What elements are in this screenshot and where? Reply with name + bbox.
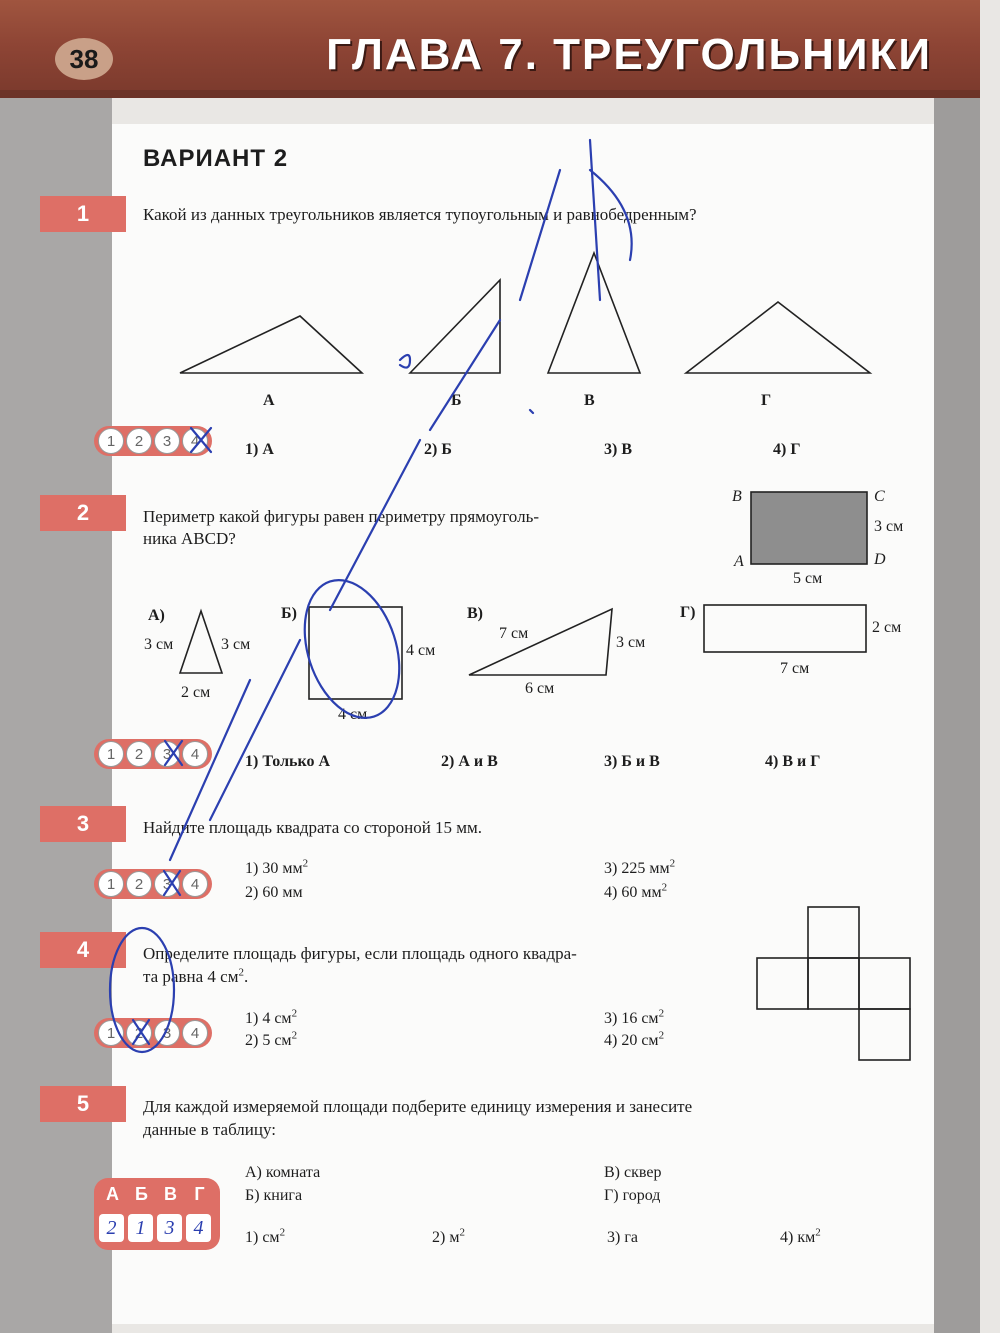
q2-cross-mark: [165, 741, 182, 765]
question-2-text-line1: Периметр какой фигуры равен периметру прямоуголь-: [143, 507, 539, 526]
table-answer-b[interactable]: 1: [128, 1214, 153, 1242]
q4-cross-mark: [133, 1020, 149, 1044]
fig-g-label: Г): [680, 604, 696, 621]
q4-choice-2: 2) 5 $см^2$: [245, 1029, 298, 1049]
chapter-title: ГЛАВА 7. ТРЕУГОЛЬНИКИ: [326, 30, 932, 79]
q1-choice-4: 4) Г: [773, 441, 801, 458]
question-2-text-line2: ника ABCD?: [143, 529, 236, 548]
question-4-text-line1: Определите площадь фигуры, если площадь одного квадра-: [143, 944, 577, 963]
table-head-g: Г: [194, 1184, 205, 1204]
fig-b-right-length: 4 см: [406, 642, 436, 659]
q2-choice-1: 1) Только А: [245, 753, 331, 770]
triangle-b-label: Б: [451, 392, 462, 409]
q5-unit-3: 3) га: [607, 1229, 638, 1246]
bubble-1[interactable]: 1: [98, 428, 124, 454]
table-answer-v[interactable]: 3: [157, 1214, 182, 1242]
triangle-v-label: В: [584, 392, 595, 409]
q5-item-a: А) комната: [245, 1164, 321, 1181]
bubble-4[interactable]: 4: [182, 428, 208, 454]
rect-side-length: 3 см: [874, 518, 904, 535]
q3-cross-mark: [164, 871, 180, 895]
table-head-v: В: [164, 1184, 177, 1204]
q2-answer-circle: [288, 568, 416, 730]
bubble-3[interactable]: 3: [154, 1020, 180, 1046]
triangle-a-label: А: [263, 392, 275, 409]
question-1-text: Какой из данных треугольников является тупоугольным и равнобедренным?: [143, 205, 697, 224]
question-3-text: Найдите площадь квадрата со стороной 15 мм.: [143, 818, 483, 837]
rect-bottom-length: 5 см: [793, 570, 823, 587]
q5-unit-1: 1) $см^2$: [245, 1226, 286, 1246]
bubble-2[interactable]: 2: [126, 871, 152, 897]
question-4-number: 4: [40, 932, 126, 968]
q1-cross-mark: [191, 428, 211, 452]
bubble-4[interactable]: 4: [182, 1020, 208, 1046]
q3-choice-2: 2) 60 мм: [245, 884, 303, 901]
question-4-text-line2: та равна 4 $см^2$.: [143, 966, 249, 986]
question-5-text-line1: Для каждой измеряемой площади подберите единицу измерения и занесите: [143, 1097, 693, 1116]
fig-g-bottom-length: 7 см: [780, 660, 810, 677]
bubble-3[interactable]: 3: [154, 871, 180, 897]
q5-unit-2: 2) $м^2$: [432, 1226, 465, 1246]
bubble-1[interactable]: 1: [98, 741, 124, 767]
fig-a-bottom-length: 2 см: [181, 684, 211, 701]
q5-item-g: Г) город: [604, 1187, 661, 1204]
fig-a-label: А): [148, 607, 165, 624]
rect-label-b: B: [732, 488, 742, 505]
q1-choice-1: 1) А: [245, 441, 274, 458]
fig-v-hyp-length: 7 см: [499, 625, 529, 642]
q3-choice-4: 4) 60 $мм^2$: [604, 881, 668, 901]
question-5-text-line2: данные в таблицу:: [143, 1120, 276, 1139]
q5-item-b: Б) книга: [245, 1187, 303, 1204]
margin-scribble: [170, 140, 632, 860]
fig-b-bottom-length: 4 см: [338, 706, 368, 723]
q4-choice-1: 1) 4 $см^2$: [245, 1007, 298, 1027]
variant-title: ВАРИАНТ 2: [143, 145, 289, 172]
bubble-4[interactable]: 4: [182, 871, 208, 897]
q3-choice-3: 3) 225 $мм^2$: [604, 857, 676, 877]
table-head-b: Б: [135, 1184, 148, 1204]
q1-choice-2: 2) Б: [424, 441, 452, 458]
question-5-number: 5: [40, 1086, 126, 1122]
fig-v-right-length: 3 см: [616, 634, 646, 651]
q5-item-v: В) сквер: [604, 1164, 662, 1181]
bubble-1[interactable]: 1: [98, 871, 124, 897]
fig-a-left-length: 3 см: [144, 636, 174, 653]
question-2-number: 2: [40, 495, 126, 531]
q3-choice-1: 1) 30 $мм^2$: [245, 857, 309, 877]
question-3-number: 3: [40, 806, 126, 842]
q1-choice-3: 3) В: [604, 441, 632, 458]
table-head-a: А: [106, 1184, 119, 1204]
bubble-2[interactable]: 2: [126, 1020, 152, 1046]
fig-v-bottom-length: 6 см: [525, 680, 555, 697]
page-number: 38: [55, 38, 113, 80]
triangle-g-label: Г: [761, 392, 772, 409]
q2-choice-3: 3) Б и В: [604, 753, 660, 770]
bubble-2[interactable]: 2: [126, 741, 152, 767]
table-answer-a[interactable]: 2: [99, 1214, 124, 1242]
fig-b-label: Б): [281, 605, 297, 622]
table-answer-g[interactable]: 4: [186, 1214, 211, 1242]
rect-label-c: C: [874, 488, 885, 505]
bubble-3[interactable]: 3: [154, 741, 180, 767]
fig-v-label: В): [467, 605, 483, 622]
q2-choice-2: 2) А и В: [441, 753, 498, 770]
q4-choice-4: 4) 20 $см^2$: [604, 1029, 665, 1049]
bubble-3[interactable]: 3: [154, 428, 180, 454]
q4-choice-3: 3) 16 $см^2$: [604, 1007, 665, 1027]
q2-choice-4: 4) В и Г: [765, 753, 821, 770]
fig-a-right-length: 3 см: [221, 636, 251, 653]
bubble-2[interactable]: 2: [126, 428, 152, 454]
fig-g-right-length: 2 см: [872, 619, 902, 636]
q5-unit-4: 4) $км^2$: [780, 1226, 821, 1246]
rect-label-a: A: [734, 553, 744, 570]
bubble-1[interactable]: 1: [98, 1020, 124, 1046]
bubble-4[interactable]: 4: [182, 741, 208, 767]
question-1-number: 1: [40, 196, 126, 232]
rect-label-d: D: [874, 551, 886, 568]
